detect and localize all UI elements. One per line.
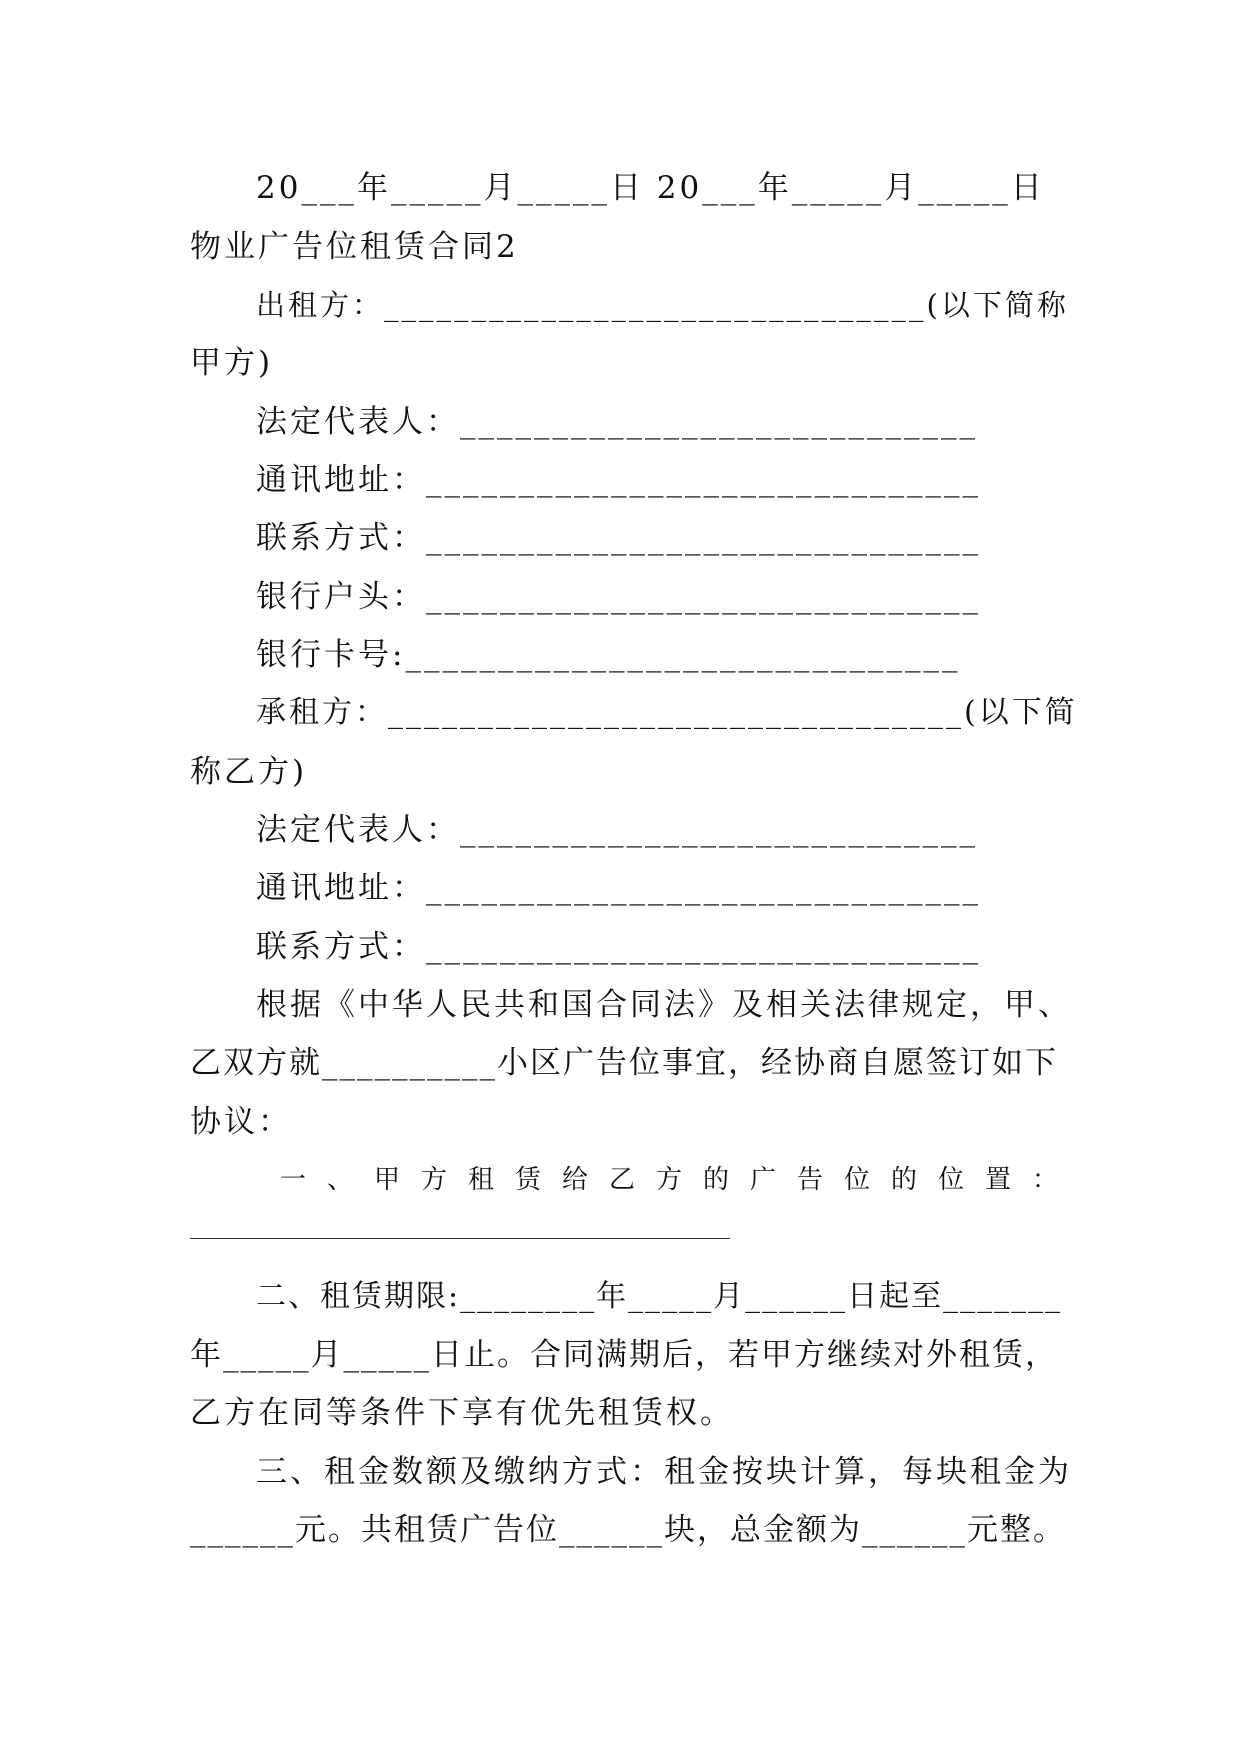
clause-1-blank-rule <box>190 1238 730 1239</box>
lessee-line: 承租方：________________________________(以下简 <box>256 695 1078 730</box>
lessor-bank-card: 银行卡号:______________________________ <box>256 637 961 673</box>
clause-2-line-3: 乙方在同等条件下享有优先租赁权。 <box>190 1395 734 1431</box>
clause-3-line-1: 三、租金数额及缴纳方式：租金按块计算，每块租金为 <box>256 1454 1072 1490</box>
lessor-contact: 联系方式：______________________________ <box>256 520 981 556</box>
date-line: 20___年_____月_____日 20___年_____月_____日 <box>256 170 1045 206</box>
clause-3-line-2: ______元。共租赁广告位______块，总金额为______元整。 <box>190 1512 1066 1548</box>
clause-1-heading: 一、甲方租赁给乙方的广告位的位置： <box>280 1165 1080 1195</box>
lessee-line-cont: 称乙方) <box>190 754 308 790</box>
lessor-legal-rep: 法定代表人：____________________________ <box>256 404 978 440</box>
clause-2-line-2: 年_____月_____日止。合同满期后，若甲方继续对外租赁， <box>190 1337 1058 1373</box>
clause-2-line-1: 二、租赁期限:________年_____月______日起至_______ <box>256 1279 1063 1314</box>
preamble-line-3: 协议： <box>190 1104 292 1140</box>
document-title: 物业广告位租赁合同2 <box>190 229 519 265</box>
lessor-line: 出租方：_______________________________(以下简称 <box>256 288 1069 322</box>
lessee-address: 通讯地址：______________________________ <box>256 870 981 906</box>
lessor-address: 通讯地址：______________________________ <box>256 462 981 498</box>
preamble-line-1: 根据《中华人民共和国合同法》及相关法律规定，甲、 <box>256 987 1072 1023</box>
lessee-contact: 联系方式：______________________________ <box>256 929 981 965</box>
lessor-line-cont: 甲方) <box>190 345 274 381</box>
lessee-legal-rep: 法定代表人：____________________________ <box>256 812 978 848</box>
preamble-line-2: 乙双方就__________小区广告位事宜，经协商自愿签订如下 <box>190 1045 1058 1081</box>
lessor-bank-account-name: 银行户头：______________________________ <box>256 579 981 615</box>
